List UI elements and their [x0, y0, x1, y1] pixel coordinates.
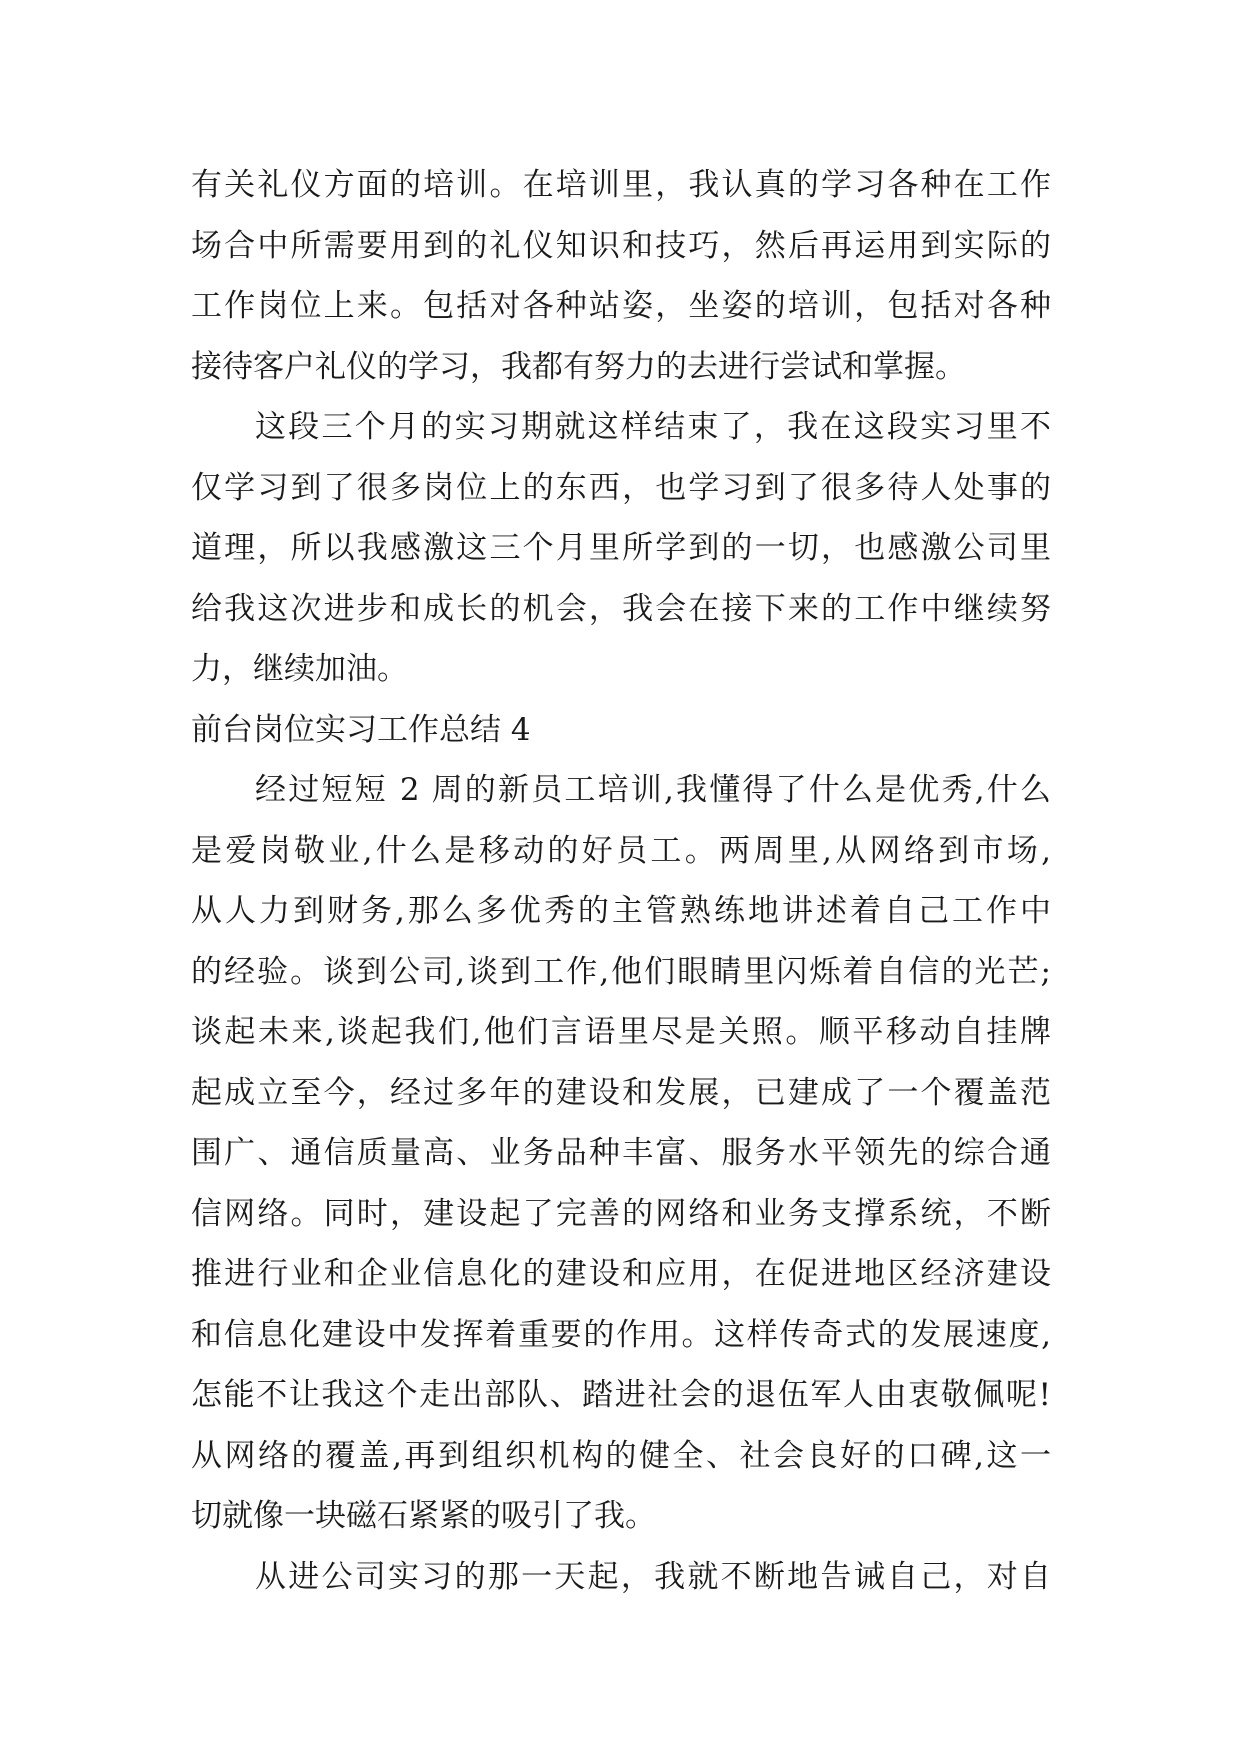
text-line: 场合中所需要用到的礼仪知识和技巧，然后再运用到实际的 — [191, 227, 1051, 264]
text-line: 道理，所以我感激这三个月里所学到的一切，也感激公司里 — [191, 530, 1051, 566]
text-line: 和信息化建设中发挥着重要的作用。这样传奇式的发展速度, — [191, 1316, 1051, 1353]
text-line: 力，继续加油。 — [191, 651, 408, 687]
text-line: 工作岗位上来。包括对各种站姿，坐姿的培训，包括对各种 — [191, 288, 1051, 324]
text-line: 怎能不让我这个走出部队、踏进社会的退伍军人由衷敬佩呢! — [191, 1377, 1051, 1413]
text-line: 信网络。同时，建设起了完善的网络和业务支撑系统，不断 — [191, 1195, 1051, 1232]
text-line: 从人力到财务,那么多优秀的主管熟练地讲述着自己工作中 — [191, 893, 1051, 929]
paragraph-first-line: 这段三个月的实习期就这样结束了，我在这段实习里不 — [255, 409, 1051, 445]
paragraph-first-line: 从进公司实习的那一天起，我就不断地告诫自己，对自 — [255, 1558, 1051, 1595]
document-body — [191, 155, 1051, 1607]
text-line: 围广、通信质量高、业务品种丰富、服务水平领先的综合通 — [191, 1135, 1051, 1171]
text-line: 是爱岗敬业,什么是移动的好员工。两周里,从网络到市场, — [191, 832, 1051, 869]
text-line: 给我这次进步和成长的机会，我会在接下来的工作中继续努 — [191, 590, 1051, 627]
text-line: 推进行业和企业信息化的建设和应用，在促进地区经济建设 — [191, 1256, 1051, 1292]
text-line: 切就像一块磁石紧紧的吸引了我。 — [191, 1498, 656, 1534]
paragraph-first-line: 经过短短 2 周的新员工培训,我懂得了什么是优秀,什么 — [255, 772, 1051, 808]
text-line: 谈起未来,谈起我们,他们言语里尽是关照。顺平移动自挂牌 — [191, 1014, 1051, 1050]
text-line: 仅学习到了很多岗位上的东西，也学习到了很多待人处事的 — [191, 469, 1051, 506]
text-line: 从网络的覆盖,再到组织机构的健全、社会良好的口碑,这一 — [191, 1437, 1051, 1474]
text-line: 有关礼仪方面的培训。在培训里，我认真的学习各种在工作 — [191, 167, 1051, 203]
section-heading: 前台岗位实习工作总结 4 — [191, 711, 531, 748]
text-line: 接待客户礼仪的学习，我都有努力的去进行尝试和掌握。 — [191, 348, 966, 385]
text-line: 起成立至今，经过多年的建设和发展，已建成了一个覆盖范 — [191, 1074, 1051, 1111]
text-line: 的经验。谈到公司,谈到工作,他们眼睛里闪烁着自信的光芒; — [191, 953, 1051, 990]
